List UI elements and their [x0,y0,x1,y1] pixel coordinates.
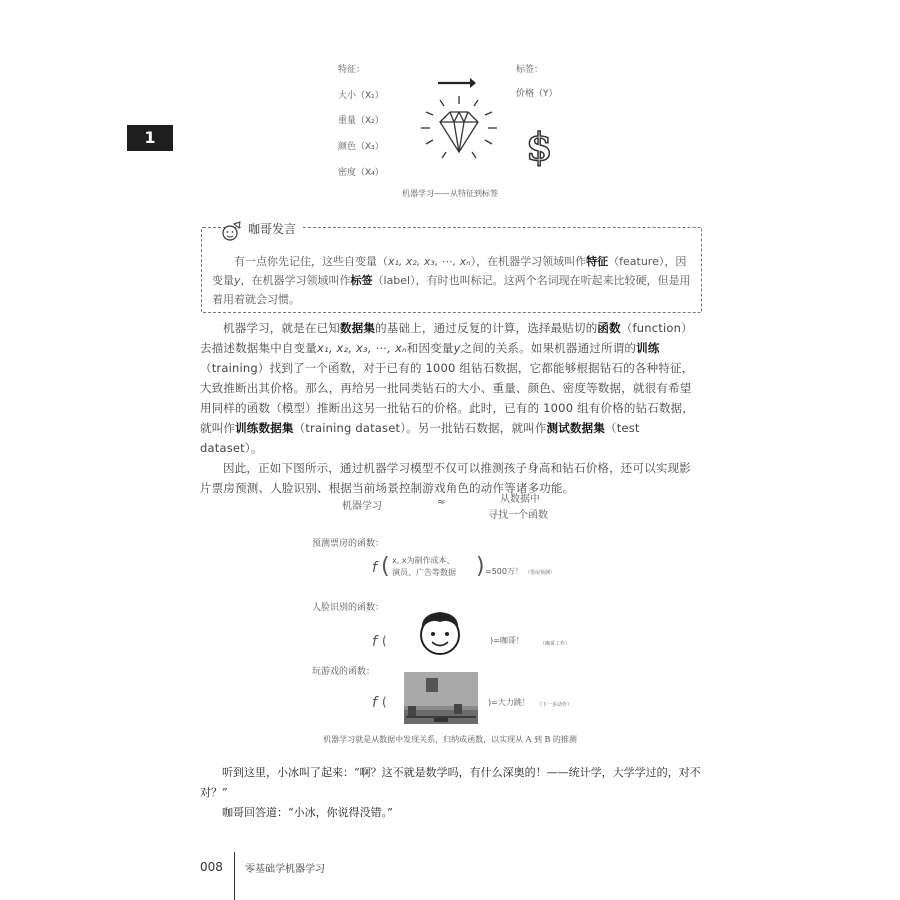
ml-label: 机器学习 [342,501,382,512]
function-symbol: f [372,695,377,711]
paragraph-applications: 因此，正如下图所示，通过机器学习模型不仅可以推测孩子身高和钻石价格，还可以实现影片票房预测、人脸识别、根据当前场景控制游戏角色的动作等诸多功能。 [200,461,691,495]
tip-title: 咖哥发言 [243,220,301,237]
tip-body: 有一点你先记住，这些自变量（x₁, x₂, x₃, ⋯, xₙ），在机器学习领域叫作特征（feature），因变量y，在机器学习领域叫作标签（label），有时也叫标记。这两个名词现在听起来比较硬，但是用着用着就会习惯。 [212,255,691,306]
dialog-kage: 咖哥回答道：“小冰，你说得没错。” [222,806,393,819]
find-function-line2: 寻找一个函数 [488,510,548,521]
label-title: 标签： [516,65,544,75]
face-note: （咖哥工作） [540,641,571,647]
find-function-line1: 从数据中 [500,494,540,505]
game-screen-image [404,672,478,724]
arrow-right-icon [436,76,476,90]
boxoffice-title: 预测票房的函数： [312,539,385,549]
coffee-face-icon [222,220,242,242]
feature-item: 重量（X₂） [338,116,384,126]
page-number: 008 [200,860,223,874]
face-icon [416,608,464,658]
book-title: 零基础学机器学习 [245,864,325,875]
features-title: 特征： [338,65,366,75]
face-result: )=咖哥！ [490,636,524,645]
dollar-icon: $ [526,124,553,169]
figure-caption: 机器学习就是从数据中发现关系，归纳成函数，以实现从 A 到 B 的推测 [323,735,577,744]
boxoffice-arg-line1: x, x为制作成本、 [392,556,455,565]
feature-item: 密度（X₄） [338,168,384,178]
face-title: 人脸识别的函数： [312,603,385,613]
feature-item: 颜色（X₃） [338,142,384,152]
function-symbol: f [372,560,377,576]
boxoffice-result: =500万！ [485,567,523,576]
dialog [200,763,702,823]
paren-close: ) [476,554,485,579]
dialog-xiaobing: 听到这里，小冰叫了起来：“啊？这不就是数学吗，有什么深奥的！——统计学，大学学过的，对不对？” [200,766,701,799]
feature-item: 大小（X₁） [338,91,384,101]
function-symbol: f [372,634,377,650]
approx-symbol: ≈ [437,497,446,508]
paragraph-intro: 机器学习，就是在已知数据集的基础上，通过反复的计算，选择最贴切的函数（function）去描述数据集中自变量x₁, x₂, x₃, ⋯, xₙ和因变量y之间的关系。如果机器通过所谓的训练（training）找到了一个函数，对于已有的 1000 组钻石数据，它都能够根据钻石的各种特征，大致推断出其价格。那么，再给另一批同类钻石的大小、重量、颜色、密度等数据，就很有希望用同样的函数（模型）推断出这另一批钻石的价格。此时，已有的 1000 组有价格的钻石数据，就叫作训练数据集（training dataset）。另一批钻石数据，就叫作测试数据集（test dataset）。 因此，正如下图所示，通过机器学习模型不仅可以推测孩子身高和钻石价格，还可以实现影片票房预测、人脸识别、根据当前场景控制游戏角色的动作等诸多功能。 [200,318,702,498]
figure-caption: 机器学习——从特征到标签 [402,189,498,198]
label-value: 价格（Y） [516,89,558,99]
chapter-tab: 1 [127,125,173,151]
game-result: )=大力跳！ [488,698,530,707]
paren-open: ( [381,554,390,579]
footer-divider [234,852,235,900]
paren-open: ( [382,695,387,709]
boxoffice-arg-line2: 演员、广告等数据 [392,568,456,577]
diamond-icon [418,92,498,172]
paren-open: ( [382,634,387,648]
game-note: （下一步动作） [537,702,573,708]
game-title: 玩游戏的函数： [312,667,376,677]
boxoffice-note: （票房预测） [525,570,556,576]
